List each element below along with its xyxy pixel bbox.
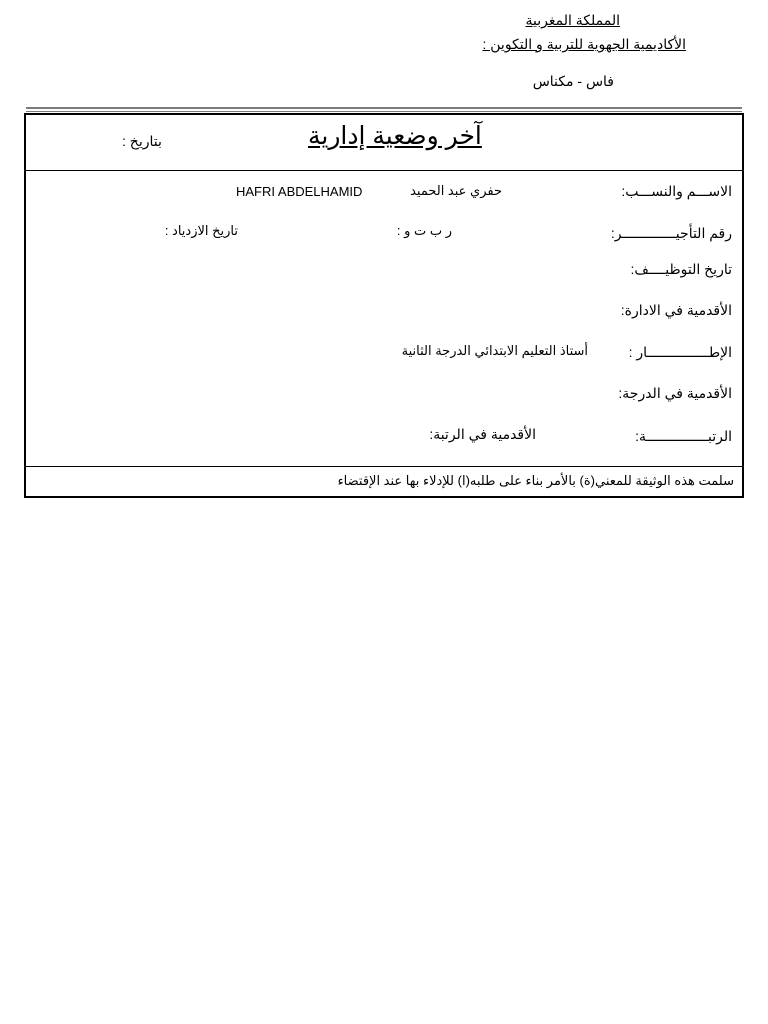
- header-academy: الأكاديمية الجهوية للتربية و التكوين :: [482, 36, 686, 52]
- situation-box: [24, 113, 744, 498]
- title-separator: [26, 170, 742, 171]
- admin-seniority-label: الأقدمية في الادارة:: [620, 302, 732, 318]
- rank-seniority-label: الأقدمية في الرتبة:: [429, 426, 536, 442]
- cadre-label: الإطـــــــــــــــار :: [628, 344, 732, 360]
- cin-label: ر ب ت و :: [396, 223, 452, 238]
- ppr-label: رقم التأجيـــــــــــــر:: [610, 225, 732, 241]
- name-latin: HAFRI ABDELHAMID: [236, 184, 363, 199]
- date-label: بتاريخ :: [122, 133, 162, 149]
- hire-date-label: تاريخ التوظيــــف:: [630, 261, 732, 277]
- footer-separator: [26, 466, 742, 467]
- name-arabic: حفري عبد الحميد: [410, 183, 502, 198]
- footer-note: سلمت هذه الوثيقة للمعني(ة) بالأمر بناء على طلبه(ا) للإدلاء بها عند الإقتضاء: [337, 473, 734, 488]
- header-region: فاس - مكناس: [532, 73, 614, 89]
- header-divider: [26, 107, 742, 109]
- birth-date-label: تاريخ الازدياد :: [164, 223, 238, 238]
- document-title: آخر وضعية إدارية: [308, 122, 482, 150]
- grade-seniority-label: الأقدمية في الدرجة:: [618, 385, 732, 401]
- name-label: الاســـم والنســـب:: [621, 183, 732, 199]
- rank-label: الرتبـــــــــــــــة:: [635, 428, 732, 444]
- cadre-value: أستاذ التعليم الابتدائي الدرجة الثانية: [401, 343, 588, 358]
- header-divider-thin: [26, 111, 742, 112]
- header-kingdom: المملكة المغربية: [525, 12, 620, 28]
